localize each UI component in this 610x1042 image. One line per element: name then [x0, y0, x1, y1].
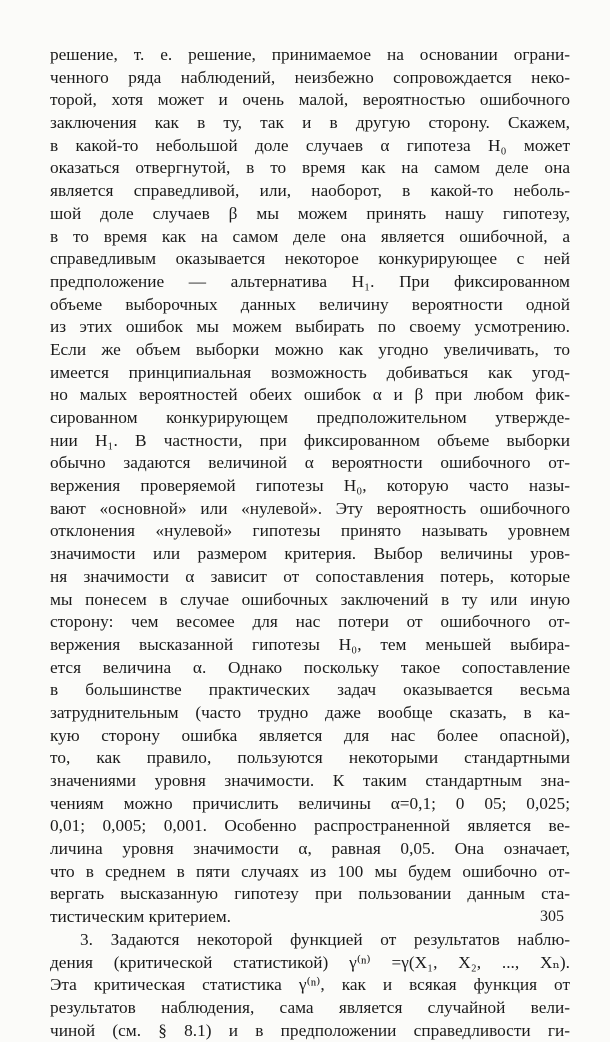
text-line: вержения высказанной гипотезы H₀, тем меньшей выбира-: [50, 634, 570, 654]
text-line: ня значимости α зависит от сопоставления потерь, которые: [50, 566, 570, 586]
text-line: значениями уровня значимости. К таким стандартным зна-: [50, 771, 570, 790]
text-line: справедливым оказывается некоторое конкурирующее с ней: [50, 249, 570, 269]
text-line: вергать высказанную гипотезу при пользовании данным ста-: [50, 884, 570, 904]
text-line: является справедливой, или, наоборот, в какой-то неболь-: [50, 181, 570, 201]
text-line: что в среднем в пяти случаях из 100 мы будем ошибочно от-: [50, 861, 570, 881]
text-line: объеме выборочных данных величину вероятности одной: [50, 294, 570, 314]
text-line: Эта критическая статистика γ⁽ⁿ⁾, как и всякая функция от: [50, 975, 570, 995]
text-line: результатов наблюдения, сама является случайной вели-: [50, 997, 570, 1017]
text-line: значимости или размером критерия. Выбор величины уров-: [50, 544, 570, 564]
paragraph-2: [50, 929, 570, 1042]
paragraph-1: [50, 44, 570, 929]
text-line: кую сторону ошибка является для нас более опасной),: [50, 725, 570, 745]
text-line: дения (критической статистикой) γ⁽ⁿ⁾ =γ(X₁, X₂, ..., Xₙ).: [50, 952, 570, 972]
text-line: сированном конкурирующем предположительном утвержде-: [50, 408, 570, 427]
text-line: вают «основной» или «нулевой». Эту вероятность ошибочного: [50, 498, 570, 518]
text-line: предположение — альтернатива H₁. При фиксированном: [50, 271, 570, 291]
text-line: имеется принципиальная возможность добиваться как угод-: [50, 362, 570, 382]
text-line: то, как правило, пользуются некоторыми стандартными: [50, 748, 570, 768]
text-line: нии H₁. В частности, при фиксированном объеме выборки: [50, 430, 570, 450]
page-number: 305: [540, 908, 564, 925]
text-line: затруднительным (часто трудно даже вообще сказать, в ка-: [50, 702, 570, 722]
text-line: в какой-то небольшой доле случаев α гипотеза H₀ может: [50, 135, 570, 155]
text-line: оказаться отвергнутой, в то время как на самом деле она: [50, 158, 570, 178]
text-line: шой доле случаев β мы можем принять нашу гипотезу,: [50, 203, 570, 223]
text-line: мы понесем в случае ошибочных заключений в ту или иную: [50, 589, 570, 609]
text-line: тистическим критерием.: [50, 907, 231, 927]
text-line: отклонения «нулевой» гипотезы принято называть уровнем: [50, 521, 570, 541]
text-line: ченного ряда наблюдений, неизбежно сопровождается неко-: [50, 67, 570, 87]
text-line: торой, хотя может и очень малой, вероятностью ошибочного: [50, 90, 570, 110]
text-line: сторону: чем весомее для нас потери от ошибочного от-: [50, 612, 570, 632]
page-body-text: [50, 44, 570, 1042]
text-line: в большинстве практических задач оказывается весьма: [50, 680, 570, 700]
text-line: ется величина α. Однако поскольку такое сопоставление: [50, 657, 570, 677]
text-line: Если же объем выборки можно как угодно увеличивать, то: [50, 339, 570, 359]
text-line: личина уровня значимости α, равная 0,05. Она означает,: [50, 839, 570, 859]
text-line: из этих ошибок мы можем выбирать по своему усмотрению.: [50, 317, 570, 337]
text-line: чениям можно причислить величины α=0,1; 0 05; 0,025;: [50, 793, 570, 813]
text-line: обычно задаются величиной α вероятности ошибочного от-: [50, 453, 570, 473]
text-line: чиной (см. § 8.1) и в предположении справедливости ги-: [50, 1020, 570, 1040]
text-line: вержения проверяемой гипотезы H₀, которую часто назы-: [50, 476, 570, 496]
text-line: заключения как в ту, так и в другую сторону. Скажем,: [50, 113, 570, 133]
text-line: 3. Задаются некоторой функцией от результатов наблю-: [80, 929, 570, 949]
text-line: в то время как на самом деле она является ошибочной, а: [50, 226, 570, 246]
text-line: 0,01; 0,005; 0,001. Особенно распространенной является ве-: [50, 816, 570, 836]
text-line: но малых вероятностей обеих ошибок α и β при любом фик-: [50, 385, 570, 405]
text-line: решение, т. е. решение, принимаемое на основании ограни-: [50, 45, 570, 64]
